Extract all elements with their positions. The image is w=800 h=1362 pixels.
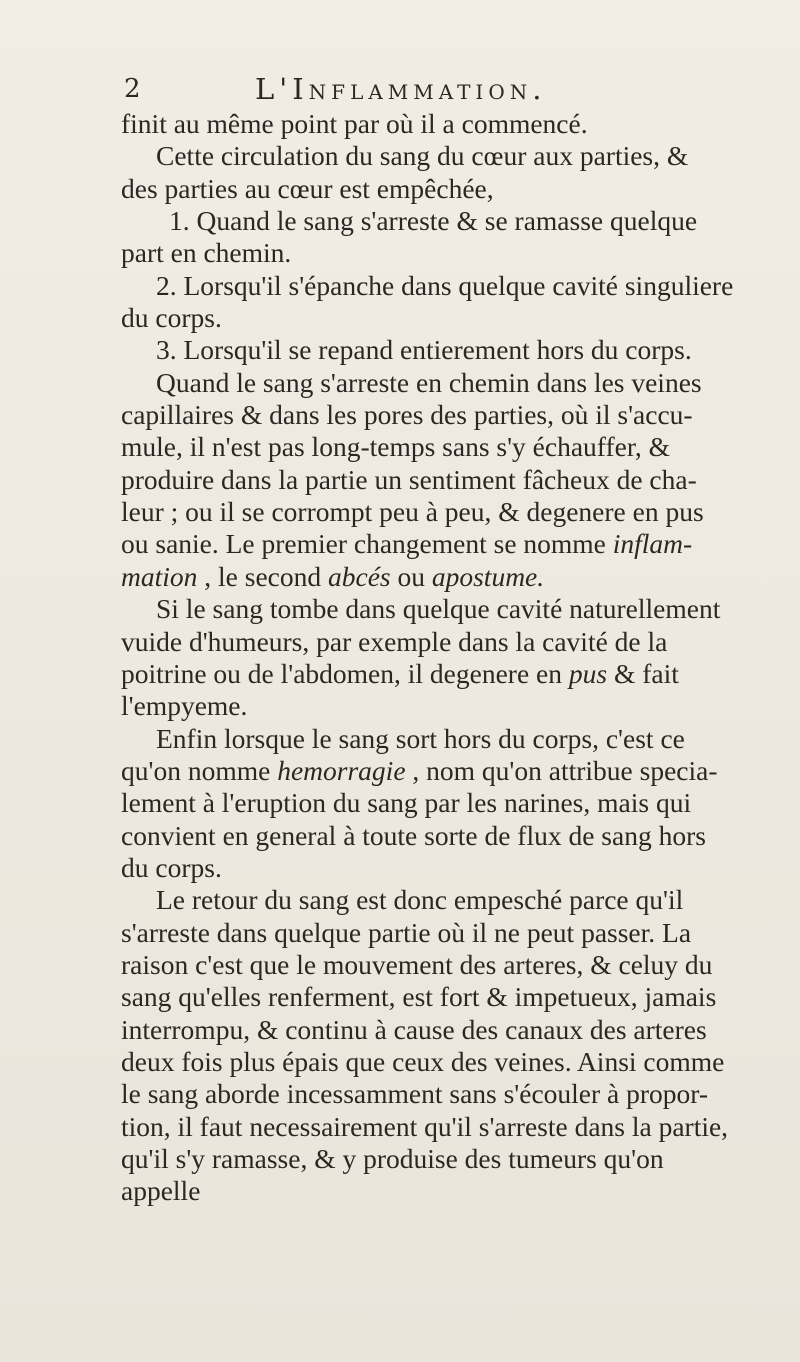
text-run: finit au même point par où il a commencé. (121, 108, 588, 139)
text-run: s'arreste dans quelque partie où il ne peut passer. La (121, 916, 692, 948)
text-run: ou (397, 560, 425, 592)
text-run: lement à l'eruption du sang par les narines, mais qui (121, 787, 692, 819)
text-run: , le second (204, 560, 322, 592)
italic-term: inflam- (612, 528, 693, 560)
text-run: 2. Lorsqu'il s'épanche dans quelque cavité singuliere (156, 269, 734, 301)
text-line (121, 561, 791, 593)
text-run: sang qu'elles renferment, est fort & impetueux, jamais (121, 981, 717, 1013)
italic-term: hemorragie (277, 754, 406, 786)
text-run: & fait (613, 657, 679, 689)
text-run: qu'on nomme (121, 754, 271, 786)
text-run: vuide d'humeurs, par exemple dans la cavité de la (121, 625, 668, 657)
text-line (121, 496, 791, 528)
text-line (121, 334, 791, 366)
text-line (121, 140, 791, 172)
text-run: 1. Quand le sang s'arreste & se ramasse quelque (169, 205, 698, 237)
text-run: Enfin lorsque le sang sort hors du corps, c'est ce (156, 722, 685, 754)
text-line (121, 755, 791, 787)
text-line (121, 302, 791, 334)
text-line (121, 917, 791, 949)
text-run: 3. Lorsqu'il se repand entierement hors du corps. (156, 334, 692, 366)
text-run: Quand le sang s'arreste en chemin dans les veines (156, 366, 702, 398)
text-run: le sang aborde incessamment sans s'écouler à propor- (121, 1078, 709, 1110)
text-run: Cette circulation du sang du cœur aux parties, & (156, 140, 689, 172)
text-run: tion, il faut necessairement qu'il s'arreste dans la partie, (121, 1110, 729, 1142)
text-line (121, 431, 791, 463)
text-run: raison c'est que le mouvement des arteres, & celuy du (121, 948, 713, 980)
text-run: interrompu, & continu à cause des canaux des arteres (121, 1013, 707, 1045)
text-line (121, 1143, 791, 1175)
text-run: leur ; ou il se corrompt peu à peu, & degenere en pus (121, 496, 704, 528)
text-line (121, 1175, 791, 1207)
text-run: convient en general à toute sorte de flux de sang hors (121, 819, 706, 851)
text-line (121, 949, 791, 981)
page-header (112, 70, 732, 110)
running-title: L'Inflammation. (255, 72, 547, 106)
text-line (121, 981, 791, 1013)
text-run: des parties au cœur est empêchée, (121, 172, 494, 204)
text-line (121, 593, 791, 625)
text-line (121, 1111, 791, 1143)
italic-term: mation (121, 560, 198, 592)
text-run: du corps. (121, 302, 222, 334)
text-line (121, 690, 791, 722)
text-run: qu'il s'y ramasse, & y produise des tumeurs qu'on (121, 1143, 664, 1174)
text-run: l'empyeme. (121, 690, 248, 722)
text-line (121, 658, 791, 690)
text-line (121, 723, 791, 755)
text-line (121, 1078, 791, 1110)
text-line (121, 270, 791, 302)
text-line (121, 1014, 791, 1046)
text-line (121, 367, 791, 399)
text-run: mule, il n'est pas long-temps sans s'y échauffer, & (121, 431, 671, 463)
text-line (121, 787, 791, 819)
text-run: appelle (121, 1175, 201, 1207)
italic-term: apostume. (431, 560, 545, 592)
italic-term: abcés (327, 560, 391, 592)
text-line (121, 237, 791, 269)
text-run: capillaires & dans les pores des parties, où il s'accu- (121, 399, 693, 431)
text-run: Si le sang tombe dans quelque cavité naturellement (156, 593, 721, 625)
text-run: part en chemin. (121, 237, 292, 269)
text-run: Le retour du sang est donc empesché parce qu'il (156, 884, 684, 916)
text-run: poitrine ou de l'abdomen, il degenere en (121, 657, 562, 689)
text-line (121, 626, 791, 658)
text-line (121, 528, 791, 560)
text-line (121, 399, 791, 431)
text-line (121, 173, 791, 205)
text-run: ou sanie. Le premier changement se nomme (121, 528, 606, 560)
text-line (121, 820, 791, 852)
page-number: 2 (124, 74, 146, 104)
text-run: deux fois plus épais que ceux des veines. Ainsi comme (121, 1045, 725, 1077)
text-line (121, 1046, 791, 1078)
text-line (121, 205, 791, 237)
italic-term: pus (568, 657, 608, 689)
text-line (121, 464, 791, 496)
body-text (121, 108, 791, 1208)
text-line (121, 884, 791, 916)
text-run: , nom qu'on attribue specia- (412, 754, 718, 786)
text-line (121, 852, 791, 884)
text-run: produire dans la partie un sentiment fâcheux de cha- (121, 463, 697, 495)
text-line (121, 108, 791, 140)
text-run: du corps. (121, 851, 222, 883)
